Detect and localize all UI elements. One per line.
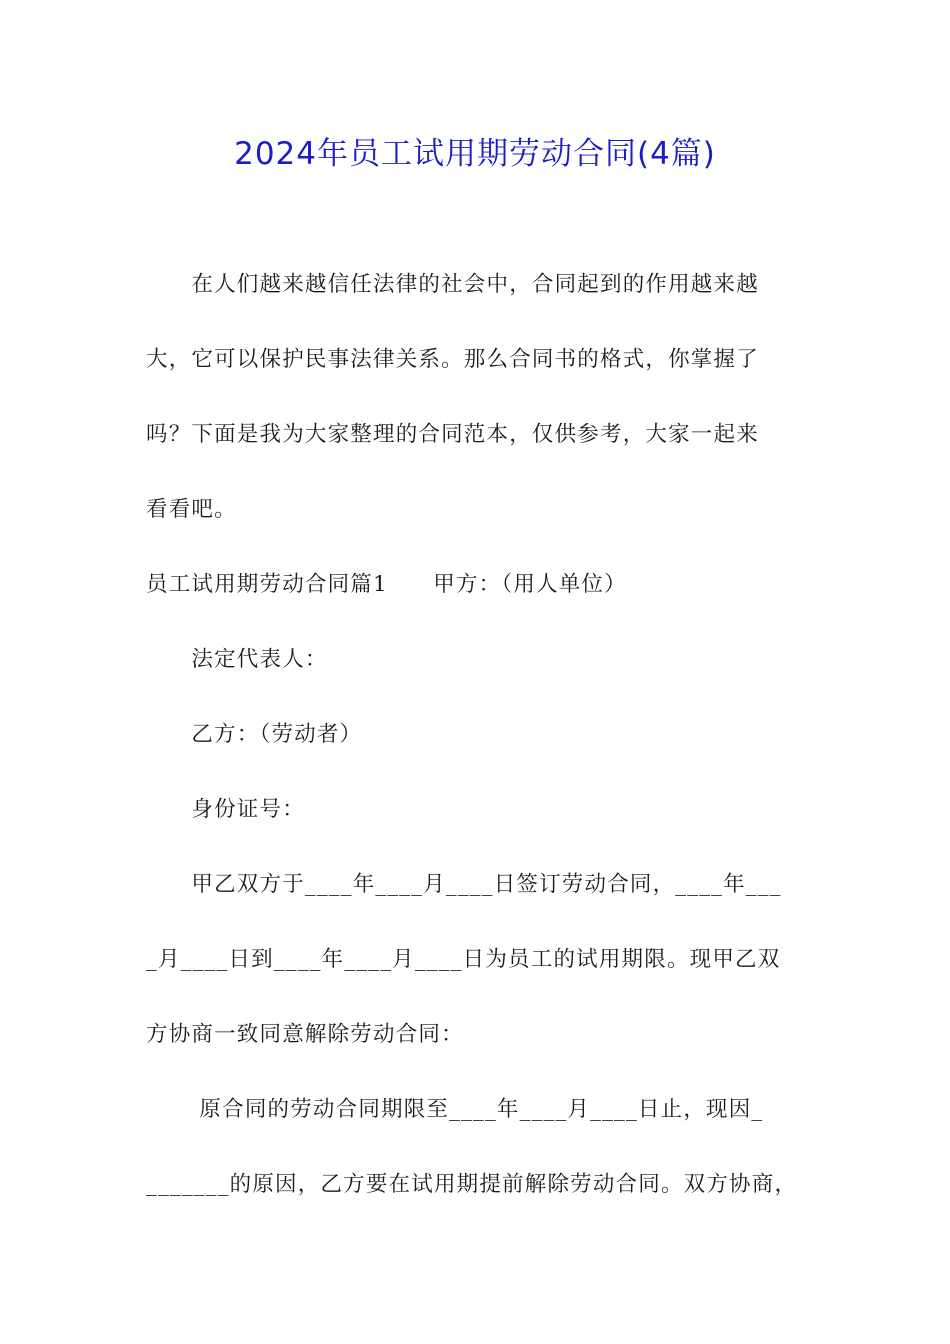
body-line: 看看吧。 <box>146 497 237 522</box>
body-line: 吗？下面是我为大家整理的合同范本，仅供参考，大家一起来 <box>146 422 759 447</box>
body-line: 方协商一致同意解除劳动合同： <box>146 1022 464 1047</box>
body-line: 在人们越来越信任法律的社会中，合同起到的作用越来越 <box>146 272 759 297</box>
body-line: 乙方：（劳动者） <box>146 722 363 747</box>
body-line: 法定代表人： <box>146 647 328 672</box>
body-line: 身份证号： <box>146 797 305 822</box>
body-line: _______的原因，乙方要在试用期提前解除劳动合同。双方协商， <box>146 1172 798 1197</box>
body-line: 原合同的劳动合同期限至____年____月____日止，现因_ <box>146 1097 764 1122</box>
body-line: 大，它可以保护民事法律关系。那么合同书的格式，你掌握了 <box>146 347 759 372</box>
section-heading-line: 员工试用期劳动合同篇1 甲方：（用人单位） <box>146 572 627 597</box>
body-line: 甲乙双方于____年____月____日签订劳动合同，____年___ <box>146 872 782 897</box>
body-line: _月____日到____年____月____日为员工的试用期限。现甲乙双 <box>146 947 781 972</box>
document-title: 2024年员工试用期劳动合同(4篇) <box>234 136 716 172</box>
